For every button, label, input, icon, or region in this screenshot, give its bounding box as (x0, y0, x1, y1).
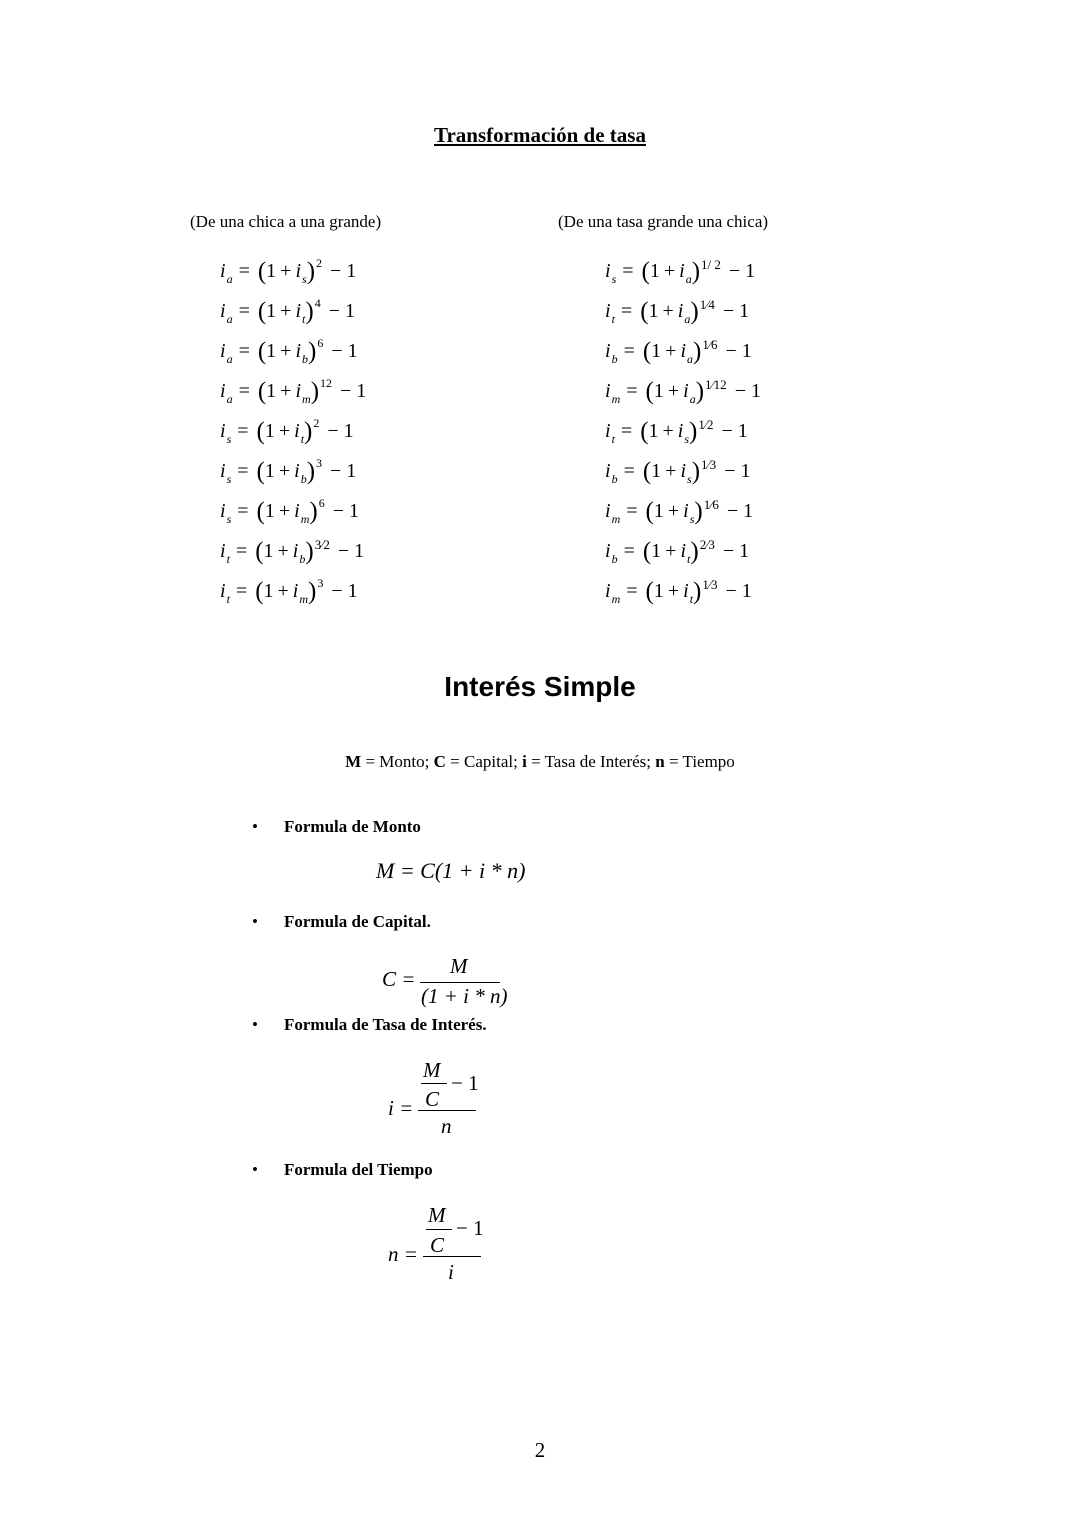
formula-one: 1 (264, 500, 275, 522)
formula-minus-one: − 1 (331, 580, 358, 602)
formula-open-paren: ( (642, 338, 652, 365)
formula-exponent: 12 (320, 376, 333, 390)
formula-one: 1 (266, 300, 277, 322)
equation-tiempo-denominator: i (448, 1260, 454, 1284)
formula-lhs-var: i (220, 340, 226, 362)
formula-inner-var: i (294, 460, 300, 482)
formula-lhs-var: i (220, 540, 226, 562)
equation-tasa-num-tail: − 1 (451, 1071, 479, 1095)
equation-tasa-lhs: i = (388, 1096, 414, 1120)
equation-capital-denominator: (1 + i * n) (421, 984, 508, 1008)
formula-lhs-subscript: a (226, 352, 233, 366)
formula-lhs-subscript: b (611, 552, 618, 566)
formula-inner-subscript: a (689, 392, 696, 406)
equation-tiempo-lhs: n = (388, 1242, 418, 1266)
formula-close-paren: ) (691, 458, 701, 485)
formula-close-paren: ) (305, 538, 314, 565)
legend-c-key: C (433, 752, 446, 771)
formula-lhs-subscript: b (611, 352, 618, 366)
formula-open-paren: ( (641, 258, 650, 285)
formula-plus: + (665, 340, 677, 362)
formula-equals: = (237, 420, 249, 442)
bullet-symbol: • (252, 1015, 258, 1034)
formula-close-paren: ) (690, 538, 699, 565)
formula-minus-one: − 1 (722, 300, 750, 322)
formula-inner-subscript: m (302, 392, 311, 406)
formula-minus-one: − 1 (328, 300, 355, 322)
formula-minus-one: − 1 (340, 380, 367, 402)
legend-m-value: = Monto; (361, 752, 434, 771)
formula-row (605, 334, 752, 368)
bullet-tiempo-label: Formula del Tiempo (284, 1160, 433, 1179)
formula-close-paren: ) (690, 298, 699, 325)
formula-lhs-var: i (605, 540, 611, 562)
formula-inner-subscript: m (299, 592, 309, 606)
formula-lhs-subscript: s (226, 512, 232, 526)
formula-exponent: 2⁄3 (699, 537, 715, 552)
formula-equals: = (626, 580, 638, 602)
formula-one: 1 (264, 460, 275, 482)
formula-row (220, 254, 356, 288)
formula-exponent: 1⁄6 (702, 337, 718, 352)
formula-equals: = (620, 420, 633, 442)
equation-tiempo-num-tail: − 1 (456, 1216, 484, 1240)
formula-inner-var: i (292, 540, 299, 562)
formula-close-paren: ) (695, 378, 705, 405)
formula-row (220, 334, 358, 368)
formula-minus-one: − 1 (726, 500, 754, 522)
formula-lhs-var: i (220, 260, 226, 282)
formula-close-paren: ) (304, 418, 313, 445)
formula-close-paren: ) (308, 578, 317, 605)
formula-equals: = (626, 500, 638, 522)
formula-close-paren: ) (693, 338, 702, 365)
formula-lhs-subscript: a (226, 392, 233, 406)
formula-close-paren: ) (693, 578, 702, 605)
formula-close-paren: ) (310, 378, 320, 405)
formula-lhs-subscript: s (611, 272, 617, 286)
formula-lhs-subscript: s (226, 432, 232, 446)
formula-inner-subscript: t (302, 312, 306, 326)
formula-one: 1 (653, 580, 664, 602)
formula-inner-var: i (294, 420, 300, 442)
formula-one: 1 (653, 380, 664, 402)
formula-row (220, 574, 358, 608)
formula-equals: = (235, 540, 248, 562)
formula-plus: + (280, 260, 292, 282)
formula-open-paren: ( (256, 498, 265, 525)
formula-lhs-subscript: m (611, 592, 621, 606)
formula-close-paren: ) (309, 498, 318, 525)
equation-tasa-num-bottom: C (425, 1087, 440, 1111)
formula-lhs-subscript: m (611, 392, 621, 406)
formula-inner-var: i (677, 420, 684, 442)
formula-inner-var: i (680, 460, 687, 482)
formula-lhs-var: i (605, 420, 611, 442)
formula-lhs-var: i (605, 340, 611, 362)
formula-one: 1 (651, 460, 662, 482)
formula-one: 1 (651, 340, 662, 362)
formula-inner-var: i (295, 340, 302, 362)
formula-lhs-var: i (220, 500, 226, 522)
bullet-capital (252, 912, 431, 932)
formula-exponent: 3 (316, 456, 323, 470)
equation-tiempo-num-top: M (428, 1203, 446, 1227)
formula-exponent: 6 (317, 336, 324, 350)
formula-plus: + (278, 460, 291, 482)
bullet-symbol: • (252, 912, 258, 931)
formula-exponent: 1⁄3 (701, 457, 717, 472)
formula-plus: + (277, 580, 289, 602)
formula-open-paren: ( (645, 578, 654, 605)
formula-minus-one: − 1 (734, 380, 761, 402)
formula-inner-subscript: a (685, 272, 692, 286)
formula-plus: + (665, 540, 677, 562)
bullet-tasa-label: Formula de Tasa de Interés. (284, 1015, 487, 1034)
formula-row (605, 254, 755, 288)
formula-plus: + (280, 340, 292, 362)
formula-one: 1 (263, 540, 274, 562)
equation-capital-lhs: C = (382, 967, 416, 991)
formula-plus: + (277, 540, 289, 562)
formula-lhs-var: i (605, 580, 611, 602)
formula-plus: + (280, 300, 292, 322)
formula-inner-var: i (680, 340, 687, 362)
formula-one: 1 (264, 420, 275, 442)
formula-exponent: 1⁄2 (698, 417, 714, 432)
formula-row (605, 574, 752, 608)
formula-open-paren: ( (257, 378, 267, 405)
equation-tiempo-num-bottom: C (430, 1233, 445, 1257)
fraction-bar (421, 1083, 447, 1084)
formula-plus: + (665, 460, 677, 482)
formula-equals: = (623, 540, 635, 562)
equation-tasa-num-top: M (423, 1058, 441, 1082)
formula-exponent: 1/ 2 (701, 257, 721, 272)
formula-row (220, 414, 354, 448)
formula-minus-one: − 1 (725, 340, 752, 362)
fraction-bar (423, 1256, 481, 1257)
formula-row (220, 374, 366, 408)
formula-row (220, 534, 364, 568)
formula-lhs-subscript: s (226, 472, 232, 486)
formula-exponent: 4 (314, 296, 321, 310)
formula-close-paren: ) (306, 258, 316, 285)
formula-row (220, 294, 355, 328)
formula-open-paren: ( (645, 378, 654, 405)
formula-lhs-subscript: a (226, 272, 233, 286)
formula-lhs-subscript: t (611, 312, 615, 326)
fraction-bar (420, 982, 500, 983)
formula-plus: + (663, 260, 676, 282)
formula-open-paren: ( (642, 538, 652, 565)
legend-i-value: = Tasa de Interés; (526, 752, 656, 771)
formula-close-paren: ) (306, 458, 316, 485)
bullet-monto-label: Formula de Monto (284, 817, 421, 836)
formula-exponent: 1⁄12 (705, 377, 727, 392)
formula-inner-subscript: t (687, 552, 691, 566)
formula-minus-one: − 1 (728, 260, 756, 282)
formula-minus-one: − 1 (327, 420, 354, 442)
formula-plus: + (667, 500, 680, 522)
formula-lhs-subscript: t (226, 592, 230, 606)
formula-inner-subscript: b (299, 552, 306, 566)
formula-equals: = (622, 260, 634, 282)
formula-equals: = (620, 300, 633, 322)
formula-inner-subscript: b (300, 472, 307, 486)
variable-legend (0, 752, 1080, 772)
formula-row (605, 294, 749, 328)
formula-exponent: 1⁄3 (702, 577, 718, 592)
formula-plus: + (278, 500, 291, 522)
formula-one: 1 (653, 500, 664, 522)
formula-inner-subscript: a (684, 312, 691, 326)
bullet-symbol: • (252, 1160, 258, 1179)
formula-minus-one: − 1 (332, 500, 359, 522)
bullet-capital-label: Formula de Capital. (284, 912, 431, 931)
formula-close-paren: ) (691, 258, 701, 285)
formula-open-paren: ( (255, 538, 264, 565)
formula-inner-subscript: b (302, 352, 309, 366)
formula-inner-var: i (680, 540, 687, 562)
formula-inner-subscript: s (302, 272, 307, 286)
left-column-heading: (De una chica a una grande) (190, 212, 382, 231)
formula-row (605, 534, 749, 568)
formula-plus: + (278, 420, 291, 442)
formula-one: 1 (266, 340, 277, 362)
formula-minus-one: − 1 (721, 420, 748, 442)
formula-lhs-var: i (220, 460, 226, 482)
formula-equals: = (237, 500, 249, 522)
formula-minus-one: − 1 (722, 540, 750, 562)
formula-open-paren: ( (642, 458, 652, 485)
formula-plus: + (662, 300, 674, 322)
formula-lhs-subscript: m (611, 512, 621, 526)
formula-lhs-subscript: a (226, 312, 233, 326)
formula-one: 1 (648, 420, 659, 442)
formula-open-paren: ( (640, 298, 649, 325)
formula-one: 1 (648, 300, 659, 322)
formula-inner-var: i (679, 260, 685, 282)
formula-lhs-var: i (605, 460, 611, 482)
formula-inner-var: i (683, 500, 689, 522)
bullet-tasa (252, 1015, 487, 1035)
formula-row (605, 414, 748, 448)
formula-minus-one: − 1 (331, 340, 358, 362)
formula-minus-one: − 1 (337, 540, 365, 562)
page-title: Transformación de tasa (434, 123, 646, 147)
formula-exponent: 3⁄2 (314, 537, 330, 552)
formula-lhs-var: i (220, 380, 226, 402)
formula-plus: + (280, 380, 292, 402)
section-title: Interés Simple (444, 671, 636, 702)
formula-equals: = (238, 340, 250, 362)
formula-open-paren: ( (257, 338, 267, 365)
fraction-bar (418, 1110, 476, 1111)
formula-equals: = (623, 460, 635, 482)
legend-i-key: i (522, 752, 527, 771)
bullet-monto (252, 817, 421, 837)
formula-open-paren: ( (256, 458, 265, 485)
formula-lhs-var: i (220, 580, 226, 602)
right-column-heading: (De una tasa grande una chica) (558, 212, 769, 231)
formula-close-paren: ) (689, 418, 698, 445)
formula-equals: = (235, 580, 248, 602)
formula-exponent: 1⁄6 (703, 497, 719, 512)
formula-row (605, 454, 750, 488)
formula-open-paren: ( (640, 418, 649, 445)
legend-c-value: = Capital; (445, 752, 523, 771)
formula-inner-subscript: a (687, 352, 694, 366)
legend-n-key: n (655, 752, 665, 771)
formula-open-paren: ( (256, 418, 265, 445)
legend-m-key: M (345, 752, 362, 771)
formula-one: 1 (266, 260, 277, 282)
formula-inner-var: i (295, 380, 302, 402)
formula-plus: + (667, 580, 680, 602)
formula-open-paren: ( (645, 498, 654, 525)
page-number: 2 (534, 1438, 546, 1462)
formula-plus: + (667, 380, 680, 402)
formula-plus: + (662, 420, 674, 442)
formula-lhs-var: i (220, 300, 226, 322)
formula-inner-var: i (683, 580, 689, 602)
formula-lhs-subscript: b (611, 472, 618, 486)
formula-inner-var: i (683, 380, 689, 402)
equation-capital-numerator: M (450, 954, 468, 978)
formula-inner-subscript: s (689, 512, 695, 526)
formula-one: 1 (263, 580, 274, 602)
formula-lhs-var: i (605, 500, 611, 522)
formula-close-paren: ) (694, 498, 703, 525)
formula-inner-subscript: t (689, 592, 694, 606)
formula-open-paren: ( (257, 258, 267, 285)
formula-inner-var: i (295, 260, 302, 282)
formula-inner-var: i (292, 580, 299, 602)
equation-tasa-denominator: n (441, 1114, 452, 1138)
formula-row (220, 494, 359, 528)
formula-inner-subscript: s (684, 432, 690, 446)
formula-lhs-var: i (220, 420, 226, 442)
fraction-bar (426, 1229, 452, 1230)
formula-exponent: 2 (313, 416, 320, 430)
formula-exponent: 3 (317, 576, 324, 590)
formula-one: 1 (651, 540, 662, 562)
formula-one: 1 (649, 260, 660, 282)
formula-equals: = (623, 340, 635, 362)
formula-lhs-var: i (605, 260, 611, 282)
formula-row (605, 374, 761, 408)
formula-row (220, 454, 356, 488)
formula-close-paren: ) (308, 338, 317, 365)
formula-open-paren: ( (255, 578, 264, 605)
formula-one: 1 (266, 380, 277, 402)
formula-minus-one: − 1 (330, 260, 357, 282)
equation-monto: M = C(1 + i * n) (376, 858, 526, 883)
formula-equals: = (238, 260, 250, 282)
formula-minus-one: − 1 (725, 580, 752, 602)
formula-equals: = (238, 380, 250, 402)
formula-inner-var: i (677, 300, 684, 322)
formula-exponent: 6 (318, 496, 325, 510)
formula-equals: = (237, 460, 249, 482)
formula-lhs-subscript: t (226, 552, 230, 566)
formula-minus-one: − 1 (330, 460, 357, 482)
formula-lhs-subscript: t (611, 432, 615, 446)
formula-inner-var: i (294, 500, 300, 522)
formula-inner-subscript: s (687, 472, 692, 486)
bullet-symbol: • (252, 817, 258, 836)
formula-close-paren: ) (305, 298, 314, 325)
formula-lhs-var: i (605, 380, 611, 402)
formula-row (605, 494, 753, 528)
formula-equals: = (238, 300, 250, 322)
bullet-tiempo (252, 1160, 433, 1180)
formula-inner-subscript: t (300, 432, 305, 446)
formula-open-paren: ( (257, 298, 267, 325)
formula-minus-one: − 1 (724, 460, 751, 482)
legend-n-value: = Tiempo (664, 752, 735, 771)
formula-lhs-var: i (605, 300, 611, 322)
formula-exponent: 2 (316, 256, 323, 270)
formula-exponent: 1⁄4 (699, 297, 715, 312)
formula-inner-subscript: m (300, 512, 310, 526)
formula-equals: = (626, 380, 638, 402)
formula-inner-var: i (295, 300, 302, 322)
